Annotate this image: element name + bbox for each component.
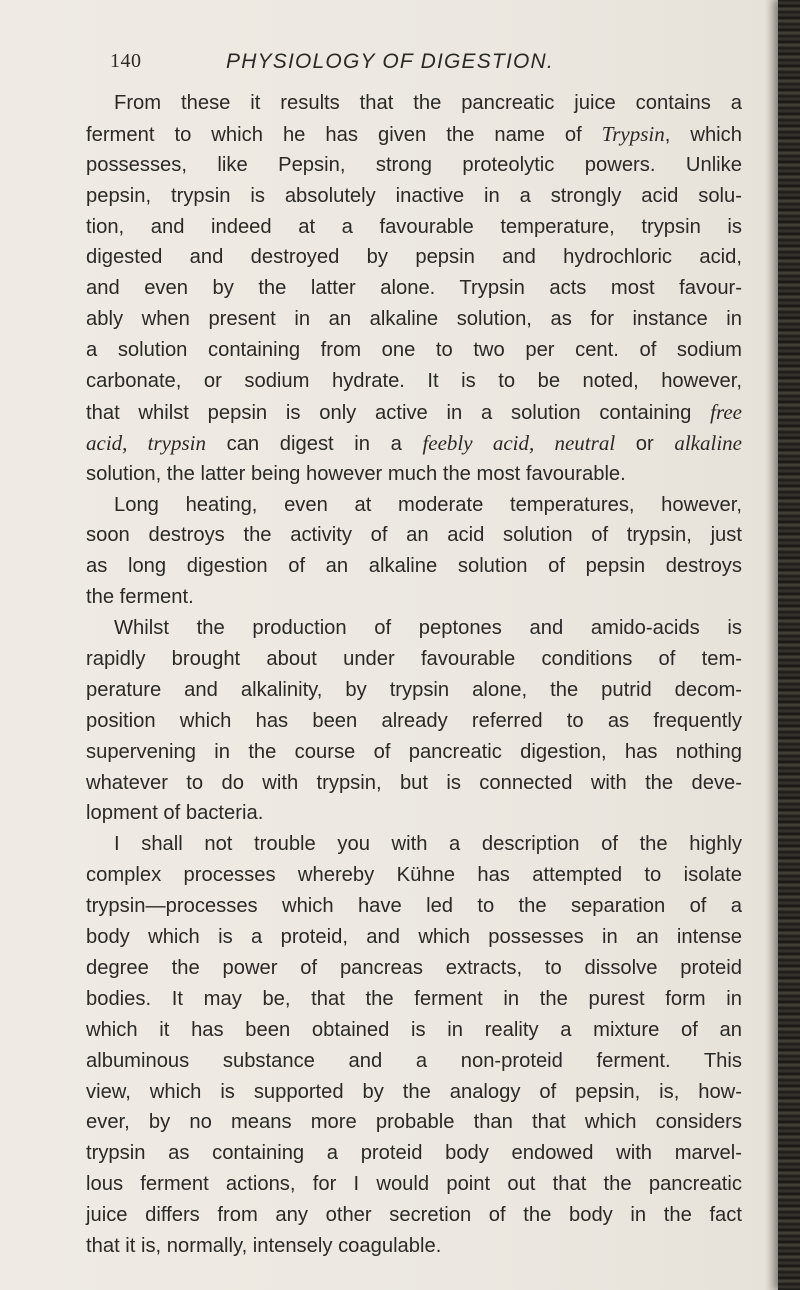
text-line: trypsin—processes which have led to the separation of a <box>86 895 742 918</box>
text-line: and even by the latter alone. Trypsin acts most favour- <box>86 277 742 300</box>
text-line: which it has been obtained is in reality a mixture of an <box>86 1018 742 1041</box>
text-line: lous ferment actions, for I would point out that the pancreatic <box>86 1173 742 1196</box>
text-line: acid, trypsin can digest in a feebly acid, neutral or alkaline <box>86 430 742 455</box>
text-line: complex processes whereby Kühne has attempted to isolate <box>86 864 742 887</box>
text-line: supervening in the course of pancreatic digestion, has nothing <box>86 740 742 763</box>
text-line: solution, the latter being however much the most favourable. <box>86 462 626 485</box>
text-line: Whilst the production of peptones and amido-acids is <box>114 617 742 640</box>
text-line: From these it results that the pancreatic juice contains a <box>114 92 742 114</box>
text-line: the ferment. <box>86 586 194 609</box>
text-line: degree the power of pancreas extracts, to dissolve proteid <box>86 956 742 979</box>
text-line: perature and alkalinity, by trypsin alone, the putrid decom- <box>86 678 742 701</box>
running-head <box>110 50 750 80</box>
text-line: that it is, normally, intensely coagulable. <box>86 1234 442 1257</box>
text-line: whatever to do with trypsin, but is connected with the deve- <box>86 771 742 794</box>
text-line: as long digestion of an alkaline solution of pepsin destroys <box>86 555 742 578</box>
text-line: body which is a proteid, and which possesses in an intense <box>86 926 742 949</box>
text-line: ever, by no means more probable than that which considers <box>86 1111 742 1134</box>
text-line: lopment of bacteria. <box>86 802 264 825</box>
text-line: pepsin, trypsin is absolutely inactive in a strongly acid solu- <box>86 184 742 207</box>
text-line: view, which is supported by the analogy of pepsin, is, how- <box>86 1080 742 1103</box>
text-line: tion, and indeed at a favourable temperature, trypsin is <box>86 215 742 238</box>
text-line: ferment to which he has given the name of Trypsin, which <box>86 121 742 146</box>
running-title: PHYSIOLOGY OF DIGESTION. <box>226 50 554 73</box>
page-number: 140 <box>110 50 142 72</box>
text-line: rapidly brought about under favourable conditions of tem- <box>86 648 742 671</box>
text-line: ably when present in an alkaline solution, as for instance in <box>86 308 742 331</box>
book-binding-edge <box>778 0 800 1290</box>
binding-shadow <box>764 0 778 1290</box>
body-text <box>86 88 742 1262</box>
text-line: that whilst pepsin is only active in a solution containing free <box>86 399 742 424</box>
text-line: carbonate, or sodium hydrate. It is to be noted, however, <box>86 370 742 393</box>
text-line: juice differs from any other secretion of the body in the fact <box>86 1204 742 1227</box>
text-line: I shall not trouble you with a description of the highly <box>114 833 742 856</box>
text-line: possesses, like Pepsin, strong proteolytic powers. Unlike <box>86 153 742 176</box>
text-line: trypsin as containing a proteid body endowed with marvel- <box>86 1142 742 1165</box>
text-line: a solution containing from one to two per cent. of sodium <box>86 339 742 362</box>
text-line: digested and destroyed by pepsin and hydrochloric acid, <box>86 246 742 269</box>
text-line: soon destroys the activity of an acid solution of trypsin, just <box>86 524 742 547</box>
text-line: bodies. It may be, that the ferment in the purest form in <box>86 987 742 1010</box>
text-line: albuminous substance and a non-proteid ferment. This <box>86 1049 742 1072</box>
text-line: Long heating, even at moderate temperatures, however, <box>114 493 742 516</box>
text-line: position which has been already referred to as frequently <box>86 709 742 732</box>
